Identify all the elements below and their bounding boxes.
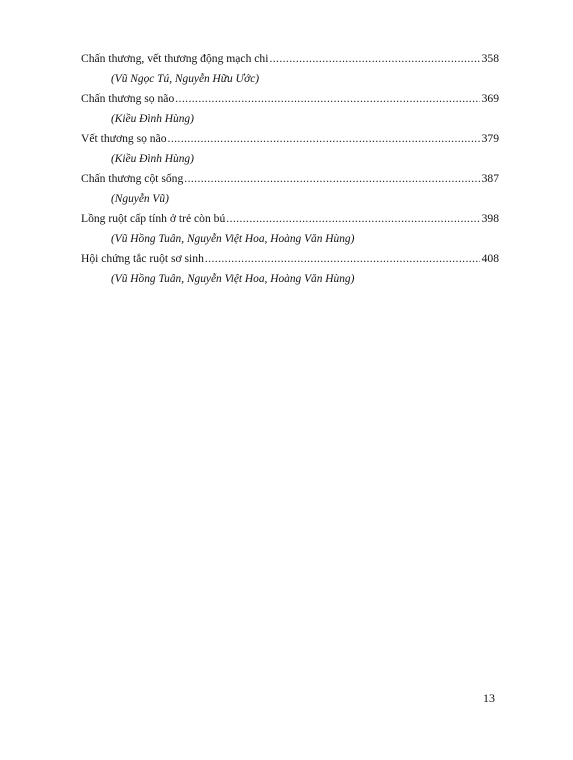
toc-entry-title: Chấn thương, vết thương động mạch chi: [81, 52, 269, 65]
toc-entry: [81, 51, 499, 91]
dot-leader: [168, 131, 480, 147]
toc-entry: [81, 91, 499, 131]
toc-entry: [81, 171, 499, 211]
toc-entry-authors: (Kiều Đình Hùng): [111, 113, 194, 125]
toc-entry-title: Chấn thương sọ não: [81, 92, 175, 105]
toc-entry-page: 408: [481, 252, 499, 265]
toc-entry-authors: (Nguyễn Vũ): [111, 193, 169, 205]
dot-leader: [184, 171, 479, 187]
toc-entry-title: Lồng ruột cấp tính ở trẻ còn bú: [81, 212, 226, 225]
toc-entry-title: Vết thương sọ não: [81, 132, 167, 145]
toc-entry-authors: (Vũ Hồng Tuân, Nguyễn Việt Hoa, Hoàng Văn Hùng): [111, 233, 355, 245]
toc-entry-page: 379: [481, 132, 499, 145]
toc-entry-authors: (Kiều Đình Hùng): [111, 153, 194, 165]
dot-leader: [226, 211, 479, 227]
toc-entry-page: 387: [481, 172, 499, 185]
toc-entry-title: Chấn thương cột sống: [81, 172, 184, 185]
toc-entry: [81, 131, 499, 171]
dot-leader: [175, 91, 479, 107]
toc-entry-line: [81, 211, 499, 227]
toc-entry-line: [81, 171, 499, 187]
toc-entry: [81, 251, 499, 291]
dot-leader: [205, 251, 480, 267]
toc-entry-authors: (Vũ Hồng Tuân, Nguyễn Việt Hoa, Hoàng Văn Hùng): [111, 273, 355, 285]
toc-entry: [81, 211, 499, 251]
page-number: 13: [483, 691, 495, 705]
toc-entry-line: [81, 131, 499, 147]
toc-entry-page: 369: [481, 92, 499, 105]
toc-entry-authors: (Vũ Ngọc Tú, Nguyễn Hữu Ước): [111, 73, 260, 85]
toc-entry-page: 358: [481, 52, 499, 65]
toc-entry-line: [81, 51, 499, 67]
table-of-contents: [81, 51, 499, 291]
dot-leader: [269, 51, 479, 67]
toc-entry-line: [81, 91, 499, 107]
toc-entry-title: Hội chứng tắc ruột sơ sinh: [81, 252, 204, 265]
toc-entry-line: [81, 251, 499, 267]
toc-entry-page: 398: [481, 212, 499, 225]
